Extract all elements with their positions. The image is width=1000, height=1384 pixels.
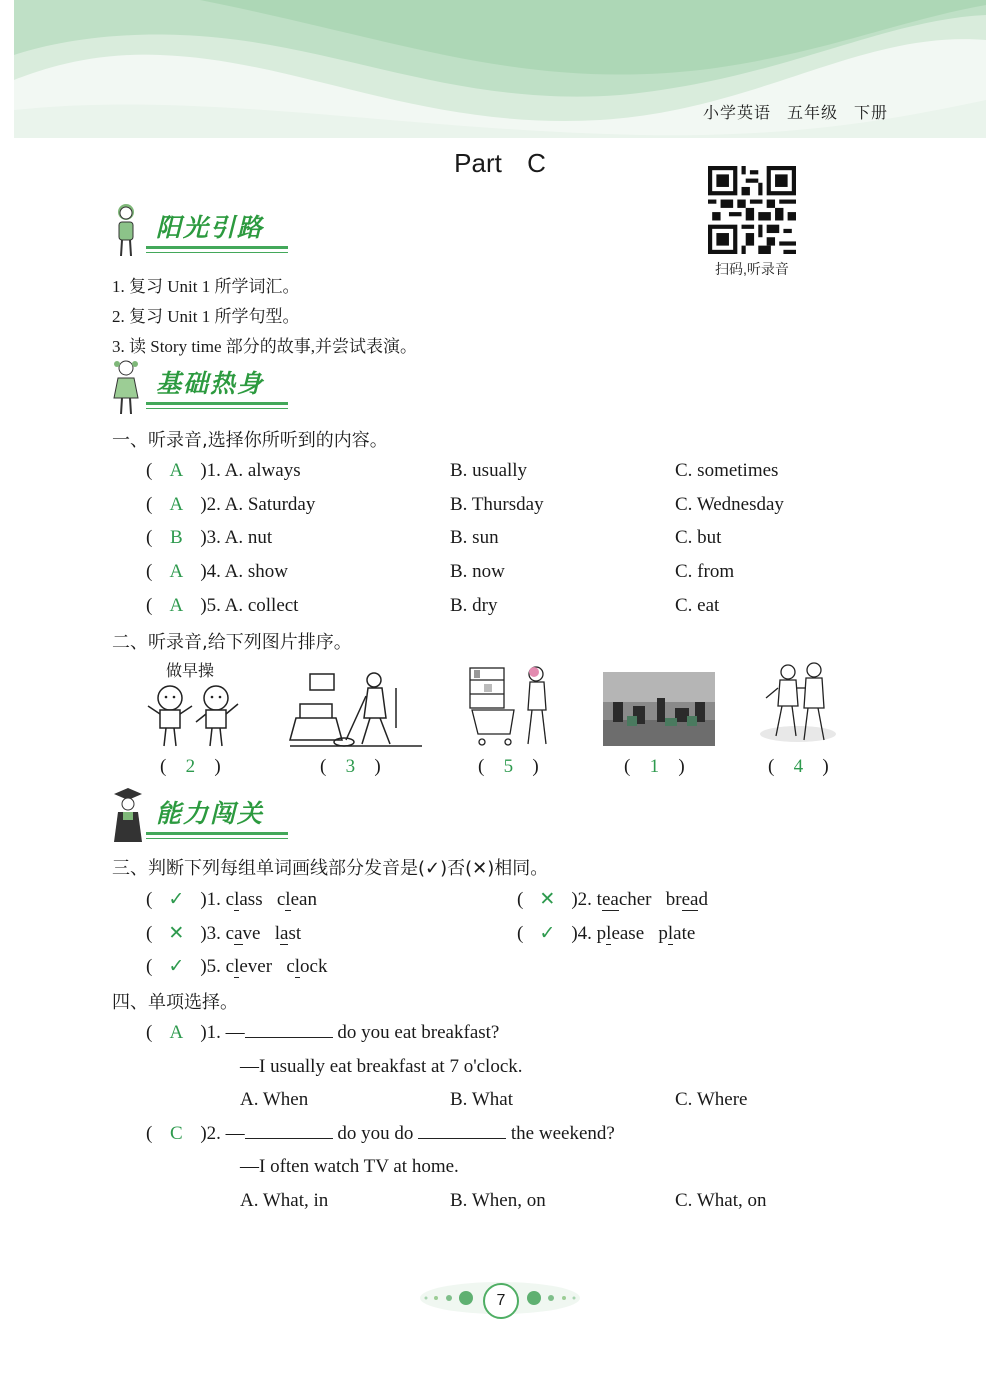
elderly-couple-walking-picture bbox=[758, 660, 840, 746]
guide-item-2: 2. 复习 Unit 1 所学句型。 bbox=[112, 307, 300, 326]
s4-question-1: ( A )1. — do you eat breakfast? bbox=[146, 1022, 500, 1043]
s3-answer-2: ✕ bbox=[539, 889, 556, 910]
s3-item-4: ( ✓ )4. please plate bbox=[517, 923, 696, 944]
s3-w2b-5: ock bbox=[300, 956, 328, 977]
s4-q2-option-a: A. What, in bbox=[240, 1190, 329, 1211]
s1-option-c-2: C. Wednesday bbox=[675, 494, 784, 515]
pic-answer-4: ( 1 ) bbox=[624, 756, 685, 777]
section4-title: 四、单项选择。 bbox=[112, 992, 238, 1013]
s3-w1a-4: p bbox=[596, 923, 607, 944]
pic-answer-5: ( 4 ) bbox=[768, 756, 829, 777]
banner-warmup bbox=[108, 356, 298, 418]
s4-q2-rest: the weekend? bbox=[506, 1123, 615, 1144]
s4-q2-option-c: C. What, on bbox=[675, 1190, 767, 1211]
s1-option-a-4: )4. A. show bbox=[200, 561, 288, 582]
s3-w1b-4: ease bbox=[611, 923, 645, 944]
s3-answer-1: ✓ bbox=[168, 889, 185, 910]
s4-q1-rest: do you eat breakfast? bbox=[332, 1022, 500, 1043]
shopping-picture bbox=[466, 660, 556, 750]
s3-w1a-2: t bbox=[596, 889, 602, 910]
s4-q1-reply: —I usually eat breakfast at 7 o'clock. bbox=[240, 1056, 523, 1077]
pic-answer-value-5: 4 bbox=[793, 756, 804, 777]
s1-answer-5: A bbox=[169, 595, 184, 616]
s3-w2u-1: l bbox=[285, 889, 291, 910]
s4-q2-reply: —I often watch TV at home. bbox=[240, 1156, 459, 1177]
s1-row-1: ( A )1. A. always bbox=[146, 460, 301, 481]
s1-answer-2: A bbox=[169, 494, 184, 515]
pic-answer-2: ( 3 ) bbox=[320, 756, 381, 777]
section1-title: 一、听录音,选择你所听到的内容。 bbox=[112, 430, 388, 451]
girl-student-icon bbox=[108, 200, 148, 262]
pic-answer-value-1: 2 bbox=[185, 756, 196, 777]
s3-w2b-3: st bbox=[288, 923, 302, 944]
pic-answer-value-3: 5 bbox=[503, 756, 514, 777]
s3-num-3: )3. bbox=[200, 923, 221, 944]
s4-question-2: ( C )2. — do you do the weekend? bbox=[146, 1123, 615, 1144]
guide-item-1: 1. 复习 Unit 1 所学词汇。 bbox=[112, 277, 300, 296]
header-subject: 小学英语 bbox=[702, 105, 771, 122]
header-volume: 下册 bbox=[853, 105, 888, 122]
banner-challenge bbox=[108, 786, 298, 848]
s4-q1-blank bbox=[245, 1023, 333, 1038]
banner-guide bbox=[108, 200, 298, 262]
banner-guide-title: 阳光引路 bbox=[156, 213, 265, 242]
page-number: 7 bbox=[483, 1283, 519, 1319]
s3-w2u-3: a bbox=[280, 923, 289, 944]
s3-w2a-3: l bbox=[274, 923, 280, 944]
s3-w2a-1: c bbox=[276, 889, 286, 910]
s1-row-3: ( B )3. A. nut bbox=[146, 527, 273, 548]
s3-w2a-2: br bbox=[665, 889, 682, 910]
s3-num-5: )5. bbox=[200, 956, 221, 977]
s1-option-a-3: )3. A. nut bbox=[200, 527, 273, 548]
section3-title: 三、判断下列每组单词画线部分发音是(✓)否(✕)相同。 bbox=[112, 858, 549, 879]
s4-answer-2: C bbox=[169, 1123, 183, 1144]
s1-answer-4: A bbox=[169, 561, 184, 582]
s4-q2-prefix: )2. — bbox=[200, 1123, 245, 1144]
page-title: Part C bbox=[454, 148, 546, 178]
s1-answer-3: B bbox=[169, 527, 183, 548]
s1-option-c-3: C. but bbox=[675, 527, 722, 548]
s1-answer-1: A bbox=[169, 460, 184, 481]
girl-pigtails-icon bbox=[108, 356, 148, 418]
s3-w2b-4: ate bbox=[673, 923, 696, 944]
s3-w1u-4: l bbox=[606, 923, 612, 944]
pic1-caption: 做早操 bbox=[166, 661, 215, 680]
s3-w1a-1: c bbox=[225, 889, 235, 910]
pic-answer-value-4: 1 bbox=[649, 756, 660, 777]
s1-option-a-2: )2. A. Saturday bbox=[200, 494, 316, 515]
s3-w1u-5: l bbox=[234, 956, 240, 977]
banner-challenge-title: 能力闯关 bbox=[156, 799, 265, 828]
s3-answer-5: ✓ bbox=[168, 956, 185, 977]
s3-word-1a bbox=[226, 889, 263, 911]
s1-option-b-4: B. now bbox=[450, 561, 505, 582]
qr-code-image bbox=[708, 166, 796, 254]
s3-w2u-5: l bbox=[294, 956, 301, 977]
s1-option-b-5: B. dry bbox=[450, 595, 498, 616]
dance-class-photo bbox=[603, 672, 715, 746]
graduate-icon bbox=[108, 786, 148, 848]
header-book-info bbox=[687, 100, 888, 123]
s3-w1b-3: ve bbox=[242, 923, 261, 944]
s3-w1u-2: ea bbox=[601, 889, 619, 910]
s3-num-1: )1. bbox=[200, 889, 221, 910]
s1-option-b-2: B. Thursday bbox=[450, 494, 544, 515]
s3-item-1: ( ✓ )1. class clean bbox=[146, 889, 317, 910]
s3-w1u-1: l bbox=[234, 889, 240, 910]
s3-w1b-5: ever bbox=[239, 956, 273, 977]
s3-answer-4: ✓ bbox=[539, 923, 556, 944]
s3-w2a-4: p bbox=[658, 923, 668, 944]
s3-w1a-5: c bbox=[225, 956, 235, 977]
s4-q1-option-b: B. What bbox=[450, 1089, 513, 1110]
s4-q2-blank-1 bbox=[245, 1124, 333, 1139]
s4-q1-option-c: C. Where bbox=[675, 1089, 748, 1110]
s1-option-a-5: )5. A. collect bbox=[200, 595, 299, 616]
cleaning-room-picture bbox=[286, 668, 426, 750]
s4-answer-1: A bbox=[169, 1022, 184, 1043]
s3-num-2: )2. bbox=[571, 889, 592, 910]
s3-answer-3: ✕ bbox=[168, 923, 185, 944]
s3-w1u-3: a bbox=[234, 923, 243, 944]
s1-option-b-3: B. sun bbox=[450, 527, 499, 548]
pic-answer-1: ( 2 ) bbox=[160, 756, 221, 777]
s1-option-c-4: C. from bbox=[675, 561, 735, 582]
pic-answer-3: ( 5 ) bbox=[478, 756, 539, 777]
banner-warmup-title: 基础热身 bbox=[156, 369, 265, 398]
s3-item-5: ( ✓ )5. clever clock bbox=[146, 956, 328, 977]
s4-q2-mid: do you do bbox=[332, 1123, 419, 1144]
s1-option-c-5: C. eat bbox=[675, 595, 720, 616]
s4-q2-blank-2 bbox=[418, 1124, 506, 1139]
s1-option-c-1: C. sometimes bbox=[675, 460, 779, 481]
s3-w2u-2: ea bbox=[681, 889, 699, 910]
kids-exercising-picture bbox=[140, 678, 250, 750]
s1-option-a-1: )1. A. always bbox=[200, 460, 301, 481]
qr-label: 扫码,听录音 bbox=[715, 261, 789, 277]
s4-q2-option-b: B. When, on bbox=[450, 1190, 546, 1211]
s3-w1b-1: ass bbox=[239, 889, 263, 910]
pic-answer-value-2: 3 bbox=[345, 756, 356, 777]
s3-item-2: ( ✕ )2. teacher bread bbox=[517, 889, 708, 910]
s3-word-1b bbox=[277, 889, 317, 911]
s1-row-4: ( A )4. A. show bbox=[146, 561, 288, 582]
s1-row-2: ( A )2. A. Saturday bbox=[146, 494, 316, 515]
guide-item-3: 3. 读 Story time 部分的故事,并尝试表演。 bbox=[112, 337, 418, 356]
header-grade: 五年级 bbox=[786, 105, 838, 122]
s3-w1a-3: c bbox=[225, 923, 235, 944]
s3-w2a-5: c bbox=[286, 956, 295, 977]
s3-item-3: ( ✕ )3. cave last bbox=[146, 923, 302, 944]
s1-option-b-1: B. usually bbox=[450, 460, 528, 481]
s1-row-5: ( A )5. A. collect bbox=[146, 595, 299, 616]
s3-num-4: )4. bbox=[571, 923, 592, 944]
s3-w2b-2: d bbox=[698, 889, 708, 910]
s3-w1b-2: cher bbox=[618, 889, 652, 910]
s3-w2b-1: ean bbox=[290, 889, 317, 910]
s3-w2u-4: l bbox=[667, 923, 674, 944]
section2-title: 二、听录音,给下列图片排序。 bbox=[112, 632, 352, 653]
s4-q1-prefix: )1. — bbox=[200, 1022, 245, 1043]
s4-q1-option-a: A. When bbox=[240, 1089, 309, 1110]
